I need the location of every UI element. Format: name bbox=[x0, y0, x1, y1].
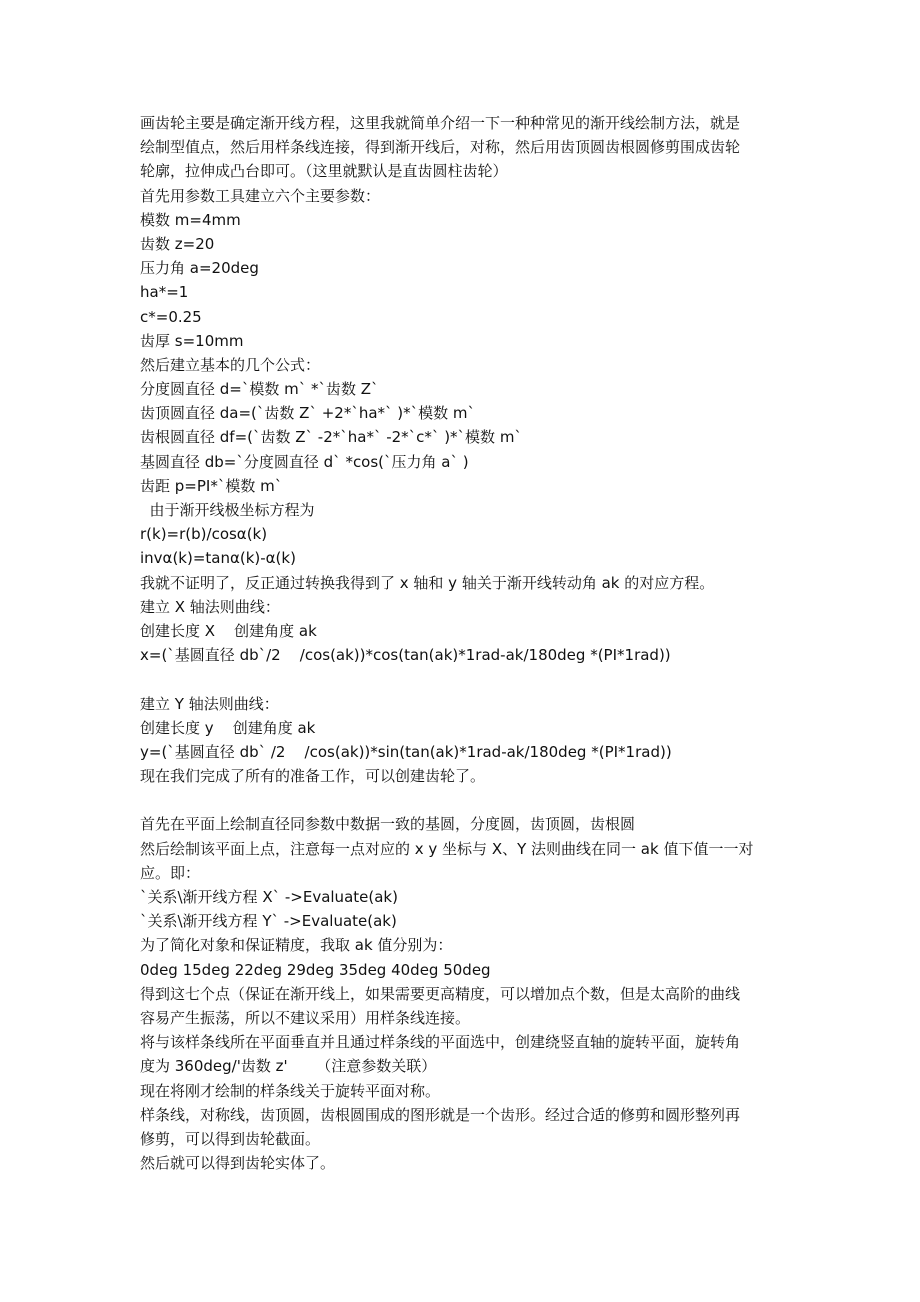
text-line: 绘制型值点，然后用样条线连接，得到渐开线后，对称，然后用齿顶圆齿根圆修剪围成齿轮 bbox=[140, 138, 741, 157]
text-line: 齿顶圆直径 da=(`齿数 Z` +2*`ha*` )*`模数 m` bbox=[140, 404, 476, 423]
text-line: `关系\渐开线方程 Y` ->Evaluate(ak) bbox=[140, 912, 397, 931]
text-line: 创建长度 X 创建角度 ak bbox=[140, 621, 317, 640]
text-line: 然后绘制该平面上点，注意每一点对应的 x y 坐标与 X、Y 法则曲线在同一 ak 值下值一一对 bbox=[140, 839, 754, 858]
text-line: 基圆直径 db=`分度圆直径 d` *cos(`压力角 a` ) bbox=[140, 452, 469, 471]
text-line: c*=0.25 bbox=[140, 307, 202, 326]
text-line: `关系\渐开线方程 X` ->Evaluate(ak) bbox=[140, 888, 398, 906]
text-line: 压力角 a=20deg bbox=[140, 259, 259, 278]
text-line: 0deg 15deg 22deg 29deg 35deg 40deg 50deg bbox=[140, 960, 491, 979]
text-line: 齿数 z=20 bbox=[140, 234, 215, 253]
text-line: r(k)=r(b)/cosα(k) bbox=[140, 525, 268, 544]
text-line: y=(`基圆直径 db` /2 /cos(ak))*sin(tan(ak)*1rad-ak/180deg *(PI*1rad)) bbox=[140, 742, 672, 761]
text-line: 现在我们完成了所有的准备工作，可以创建齿轮了。 bbox=[140, 767, 486, 786]
text-line: 得到这七个点（保证在渐开线上，如果需要更高精度，可以增加点个数，但是太高阶的曲线 bbox=[140, 984, 741, 1003]
text-line: 应。即： bbox=[140, 863, 201, 882]
text-line: 然后就可以得到齿轮实体了。 bbox=[140, 1154, 336, 1173]
text-line: 容易产生振荡，所以不建议采用）用样条线连接。 bbox=[140, 1008, 471, 1027]
text-line: 齿厚 s=10mm bbox=[140, 331, 244, 350]
text-line: 建立 X 轴法则曲线： bbox=[140, 597, 280, 616]
text-line: x=(`基圆直径 db`/2 /cos(ak))*cos(tan(ak)*1rad-ak/180deg *(PI*1rad)) bbox=[140, 646, 671, 665]
text-line: 我就不证明了，反正通过转换我得到了 x 轴和 y 轴关于渐开线转动角 ak 的对应方程。 bbox=[140, 573, 715, 592]
text-line: 齿根圆直径 df=(`齿数 Z` -2*`ha*` -2*`c*` )*`模数 m` bbox=[140, 428, 522, 447]
text-line: 齿距 p=PI*`模数 m` bbox=[140, 476, 283, 495]
text-line: invα(k)=tanα(k)-α(k) bbox=[140, 549, 296, 568]
text-line: ha*=1 bbox=[140, 283, 189, 302]
text-line: 首先在平面上绘制直径同参数中数据一致的基圆，分度圆，齿顶圆，齿根圆 bbox=[140, 815, 636, 834]
blank-line bbox=[140, 667, 785, 691]
text-line: 由于渐开线极坐标方程为 bbox=[140, 501, 315, 519]
text-line: 画齿轮主要是确定渐开线方程，这里我就简单介绍一下一种种常见的渐开线绘制方法，就是 bbox=[140, 114, 741, 132]
text-line: 修剪，可以得到齿轮截面。 bbox=[140, 1129, 321, 1148]
text-line: 然后建立基本的几个公式： bbox=[140, 355, 321, 374]
document-body bbox=[140, 111, 785, 1175]
text-line: 度为 360deg/'齿数 z' （注意参数关联） bbox=[140, 1057, 437, 1076]
text-line: 为了简化对象和保证精度，我取 ak 值分别为： bbox=[140, 936, 453, 955]
text-line: 轮廓，拉伸成凸台即可。（这里就默认是直齿圆柱齿轮） bbox=[140, 162, 508, 181]
text-line: 样条线，对称线，齿顶圆，齿根圆围成的图形就是一个齿形。经过合适的修剪和圆形整列再 bbox=[140, 1105, 741, 1124]
blank-line bbox=[140, 788, 785, 812]
text-line: 现在将刚才绘制的样条线关于旋转平面对称。 bbox=[140, 1081, 441, 1100]
text-line: 首先用参数工具建立六个主要参数： bbox=[140, 186, 381, 205]
text-line: 建立 Y 轴法则曲线： bbox=[140, 694, 279, 713]
text-line: 分度圆直径 d=`模数 m` *`齿数 Z` bbox=[140, 380, 379, 399]
text-line: 将与该样条线所在平面垂直并且通过样条线的平面选中，创建绕竖直轴的旋转平面，旋转角 bbox=[140, 1033, 741, 1052]
text-line: 模数 m=4mm bbox=[140, 210, 241, 229]
text-line: 创建长度 y 创建角度 ak bbox=[140, 718, 316, 737]
